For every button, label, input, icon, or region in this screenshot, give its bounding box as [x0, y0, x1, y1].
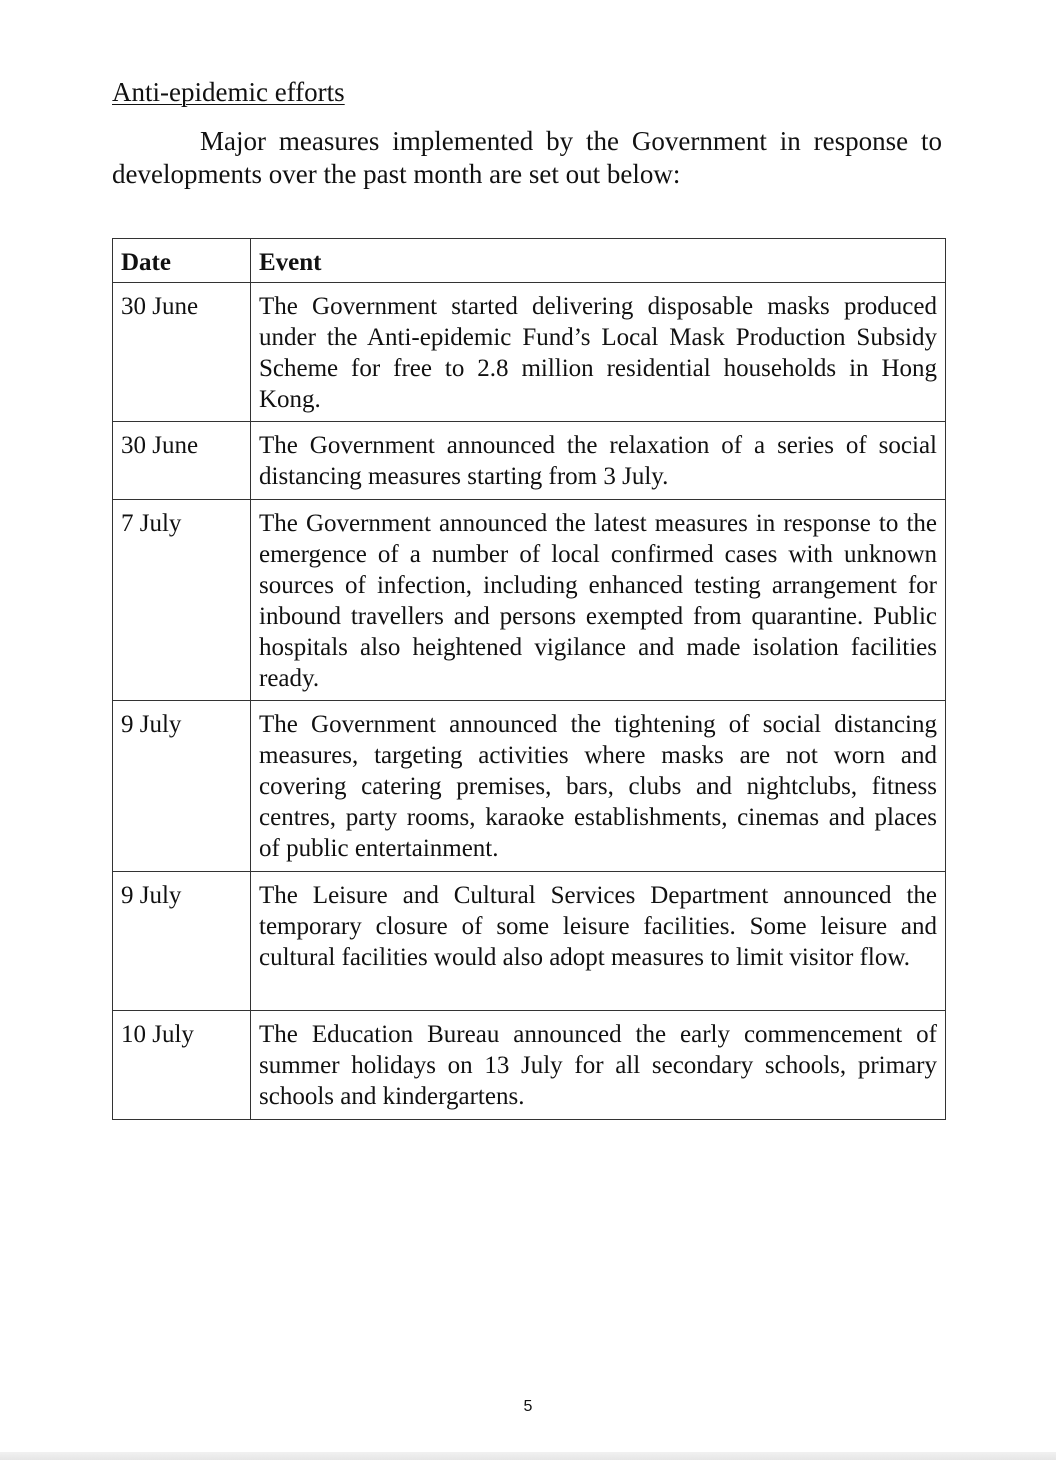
table-row [113, 500, 946, 701]
row-event: The Government announced the latest measures in response to the emergence of a number of local confirmed cases with unknown sources of infection, including enhanced testing arrangement for inbound travellers and persons exempted from quarantine. Public hospitals also heightened vigilance and made isolation facilities ready. [251, 500, 946, 701]
row-date: 9 July [113, 701, 251, 872]
column-header-event: Event [251, 239, 946, 283]
viewer-bottom-edge [0, 1452, 1056, 1460]
row-event: The Leisure and Cultural Services Department announced the temporary closure of some leisure facilities. Some leisure and cultural facilities would also adopt measures to limit visitor flow. [251, 872, 946, 1011]
row-date: 7 July [113, 500, 251, 701]
table-header-row [113, 239, 946, 283]
row-date: 9 July [113, 872, 251, 1011]
row-event: The Government announced the relaxation of a series of social distancing measures starting from 3 July. [251, 422, 946, 500]
table-row [113, 1011, 946, 1120]
row-event: The Government announced the tightening of social distancing measures, targeting activities where masks are not worn and covering catering premises, bars, clubs and nightclubs, fitness centres, party rooms, karaoke establishments, cinemas and places of public entertainment. [251, 701, 946, 872]
events-table [112, 238, 946, 1120]
intro-paragraph: Major measures implemented by the Government in response to developments over the past month are set out below: [112, 126, 942, 189]
table-row [113, 701, 946, 872]
row-event: The Government started delivering disposable masks produced under the Anti-epidemic Fund’s Local Mask Production Subsidy Scheme for free to 2.8 million residential households in Hong Kong. [251, 283, 946, 422]
section-heading: Anti-epidemic efforts [112, 77, 345, 107]
table-row [113, 872, 946, 1011]
row-event: The Education Bureau announced the early commencement of summer holidays on 13 July for all secondary schools, primary schools and kindergartens. [251, 1011, 946, 1120]
row-date: 30 June [113, 283, 251, 422]
page-number: 5 [523, 1398, 533, 1415]
row-date: 30 June [113, 422, 251, 500]
table-row [113, 422, 946, 500]
row-date: 10 July [113, 1011, 251, 1120]
column-header-date: Date [113, 239, 251, 283]
table-row [113, 283, 946, 422]
